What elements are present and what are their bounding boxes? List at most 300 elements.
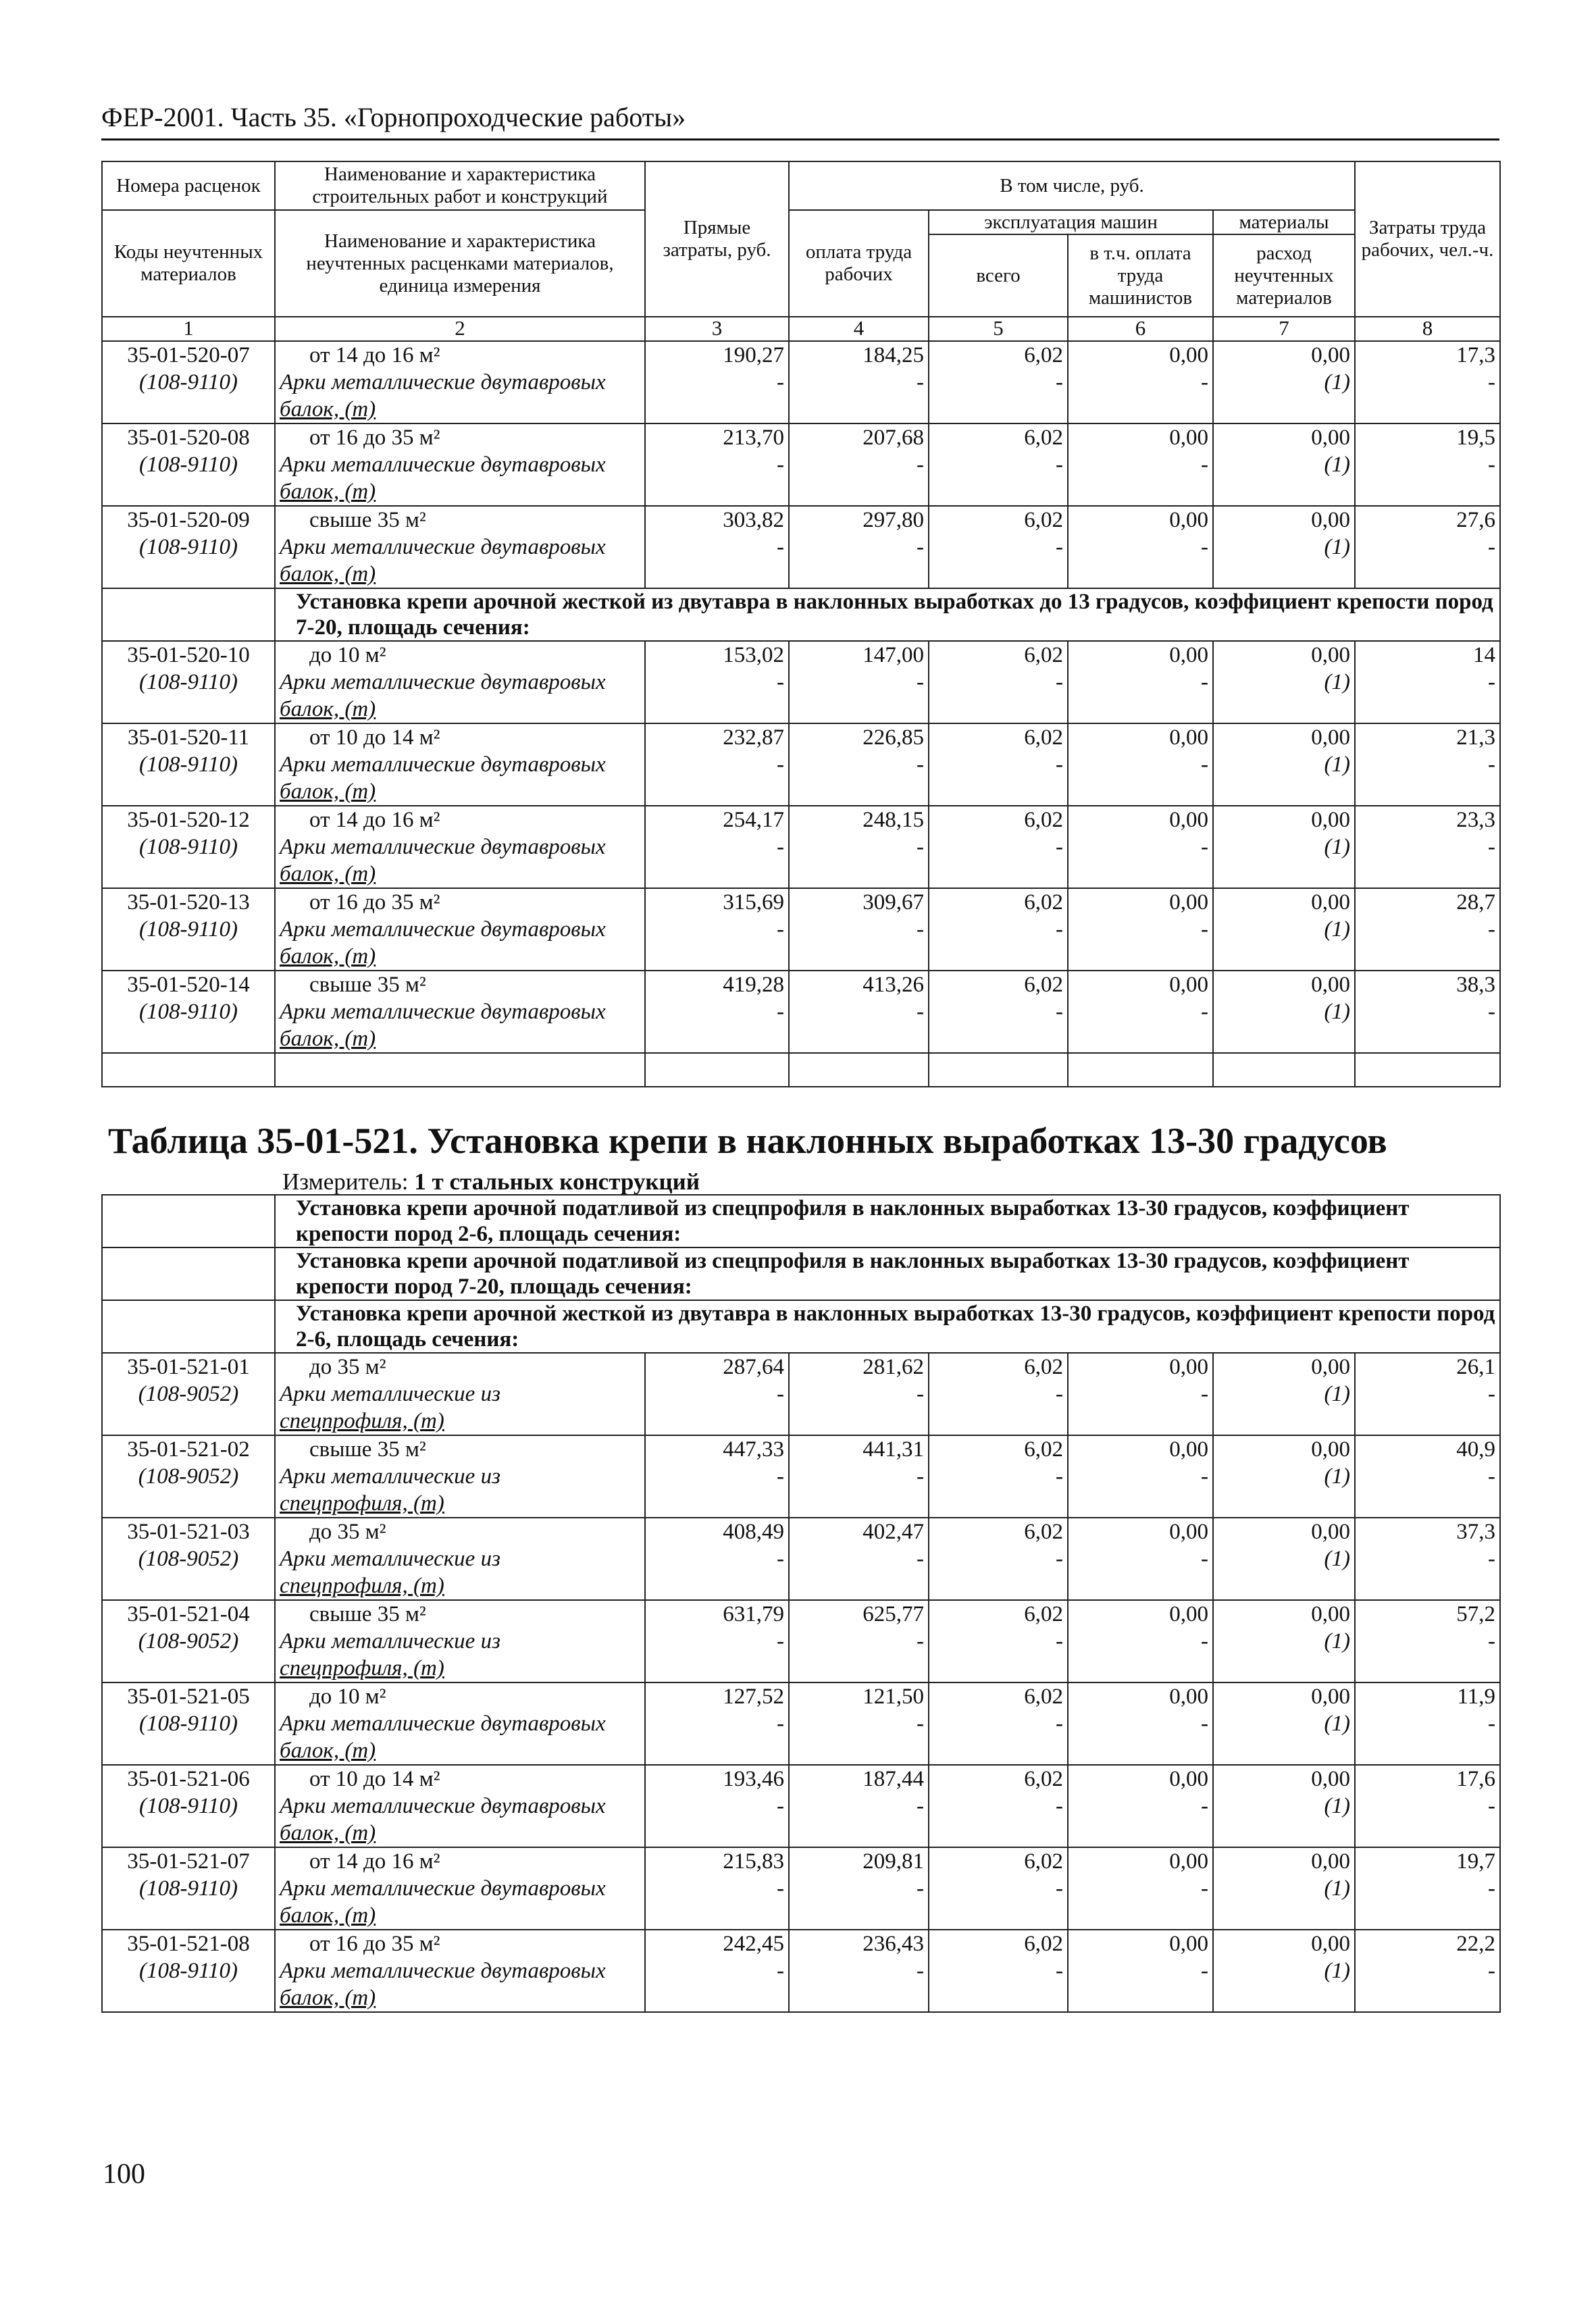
rate-code: 35-01-521-08 xyxy=(127,1932,250,1956)
table-row xyxy=(102,1765,1500,1793)
column-numbers-row xyxy=(102,317,1500,341)
machinist-wages: 0,00 xyxy=(1068,1847,1213,1875)
machinist-wages: 0,00 xyxy=(1068,341,1213,369)
rate-code-cell xyxy=(102,723,275,806)
section-title: Установка крепи арочной податливой из спецпрофиля в наклонных выработках 13-30 градусов, коэффициент крепости пород 7-20, площадь сечения: xyxy=(275,1248,1500,1300)
material-name-cont: балок, (т) xyxy=(275,561,645,588)
work-name-cell xyxy=(275,641,645,669)
rate-code-cell xyxy=(102,641,275,723)
direct-cost: 232,87 xyxy=(645,723,789,751)
material-name: Арки металлические двутавровых xyxy=(275,833,645,860)
machinist-wages: 0,00 xyxy=(1068,423,1213,451)
wages-dash: - xyxy=(789,916,929,971)
col-material-codes-header: Коды неучтенных материалов xyxy=(102,210,275,317)
work-name: до 35 м² xyxy=(309,1520,386,1544)
rate-code-cell xyxy=(102,1930,275,2012)
material-cost: 0,00 xyxy=(1213,971,1355,998)
labor-dash: - xyxy=(1355,751,1500,806)
machines-dash: - xyxy=(929,1957,1068,2012)
labor-cost: 23,3 xyxy=(1355,806,1500,833)
wages-dash: - xyxy=(789,1957,929,2012)
direct-cost: 419,28 xyxy=(645,971,789,998)
material-quantity: (1) xyxy=(1213,1545,1355,1600)
section-row xyxy=(102,1195,1500,1248)
work-name: от 14 до 16 м² xyxy=(309,1849,440,1874)
wages-dash: - xyxy=(789,534,929,588)
work-name-cell xyxy=(275,723,645,751)
wages: 147,00 xyxy=(789,641,929,669)
rate-code-cell xyxy=(102,1435,275,1518)
labor-dash: - xyxy=(1355,534,1500,588)
table-row xyxy=(102,888,1500,916)
wages: 207,68 xyxy=(789,423,929,451)
rate-code-cell xyxy=(102,506,275,588)
material-quantity: (1) xyxy=(1213,833,1355,888)
col-num: 5 xyxy=(929,317,1068,341)
empty-cell xyxy=(1213,1053,1355,1087)
col-material-name-header: Наименование и характеристика неучтенных расценками материалов, единица измерения xyxy=(275,210,645,317)
wages: 441,31 xyxy=(789,1435,929,1463)
section-spacer xyxy=(102,1300,275,1353)
wages-dash: - xyxy=(789,1463,929,1518)
section-spacer xyxy=(102,1248,275,1300)
wages-dash: - xyxy=(789,1545,929,1600)
col-work-name-header: Наименование и характеристика строительных работ и конструкций xyxy=(275,161,645,210)
machinist-wages: 0,00 xyxy=(1068,1518,1213,1545)
labor-dash: - xyxy=(1355,369,1500,423)
material-code: (108-9110) xyxy=(138,670,238,694)
direct-cost: 242,45 xyxy=(645,1930,789,1957)
machines-total: 6,02 xyxy=(929,723,1068,751)
labor-dash: - xyxy=(1355,998,1500,1053)
direct-dash: - xyxy=(645,1545,789,1600)
material-name: Арки металлические двутавровых xyxy=(275,669,645,696)
labor-dash: - xyxy=(1355,1875,1500,1930)
labor-dash: - xyxy=(1355,1628,1500,1682)
labor-cost: 38,3 xyxy=(1355,971,1500,998)
work-name-cell xyxy=(275,1600,645,1628)
material-quantity: (1) xyxy=(1213,998,1355,1053)
material-name: Арки металлические двутавровых xyxy=(275,751,645,778)
work-name: до 10 м² xyxy=(309,1685,386,1709)
rate-code-cell xyxy=(102,1353,275,1435)
machinist-wages: 0,00 xyxy=(1068,1682,1213,1710)
col-num: 7 xyxy=(1213,317,1355,341)
labor-dash: - xyxy=(1355,1793,1500,1847)
col-rate-number-header: Номера расценок xyxy=(102,161,275,210)
table-row-material xyxy=(102,1875,1500,1902)
work-name-cell xyxy=(275,1435,645,1463)
material-code: (108-9110) xyxy=(138,1794,238,1818)
col-num: 1 xyxy=(102,317,275,341)
machines-dash: - xyxy=(929,534,1068,588)
material-code: (108-9110) xyxy=(138,535,238,559)
section-row xyxy=(102,1248,1500,1300)
rate-code-cell xyxy=(102,341,275,423)
material-quantity: (1) xyxy=(1213,1463,1355,1518)
labor-cost: 11,9 xyxy=(1355,1682,1500,1710)
rate-code: 35-01-520-07 xyxy=(127,343,250,367)
rate-code-cell xyxy=(102,1682,275,1765)
table-row xyxy=(102,971,1500,998)
material-cost: 0,00 xyxy=(1213,1600,1355,1628)
machinist-wages: 0,00 xyxy=(1068,971,1213,998)
material-name: Арки металлические двутавровых xyxy=(275,1710,645,1737)
col-labor-header: Затраты труда рабочих, чел.-ч. xyxy=(1355,161,1500,317)
machines-total: 6,02 xyxy=(929,641,1068,669)
material-name: Арки металлические двутавровых xyxy=(275,534,645,561)
material-name-cont: балок, (т) xyxy=(275,1737,645,1765)
machines-total: 6,02 xyxy=(929,506,1068,534)
wages: 297,80 xyxy=(789,506,929,534)
empty-cell xyxy=(789,1053,929,1087)
rate-code: 35-01-520-08 xyxy=(127,426,250,450)
material-code: (108-9110) xyxy=(138,917,238,942)
machinist-wages: 0,00 xyxy=(1068,723,1213,751)
table-row-material xyxy=(102,998,1500,1025)
col-num: 8 xyxy=(1355,317,1500,341)
rates-table-520 xyxy=(101,161,1501,1087)
work-name-cell xyxy=(275,1847,645,1875)
rate-code: 35-01-520-09 xyxy=(127,508,250,532)
machines-dash: - xyxy=(929,1710,1068,1765)
wages-dash: - xyxy=(789,369,929,423)
work-name: от 14 до 16 м² xyxy=(309,343,440,367)
wages: 236,43 xyxy=(789,1930,929,1957)
machinist-dash: - xyxy=(1068,916,1213,971)
material-cost: 0,00 xyxy=(1213,423,1355,451)
work-name-cell xyxy=(275,1682,645,1710)
labor-cost: 21,3 xyxy=(1355,723,1500,751)
machines-dash: - xyxy=(929,1463,1068,1518)
machinist-wages: 0,00 xyxy=(1068,806,1213,833)
material-name: Арки металлические двутавровых xyxy=(275,451,645,478)
material-cost: 0,00 xyxy=(1213,1435,1355,1463)
direct-dash: - xyxy=(645,451,789,506)
table-row-material xyxy=(102,1628,1500,1655)
machinist-dash: - xyxy=(1068,1793,1213,1847)
empty-cell xyxy=(1355,1053,1500,1087)
work-name-cell xyxy=(275,971,645,998)
direct-cost: 631,79 xyxy=(645,1600,789,1628)
material-quantity: (1) xyxy=(1213,534,1355,588)
work-name: свыше 35 м² xyxy=(309,1437,426,1462)
machinist-wages: 0,00 xyxy=(1068,1930,1213,1957)
table-row xyxy=(102,341,1500,369)
machinist-wages: 0,00 xyxy=(1068,1435,1213,1463)
machines-total: 6,02 xyxy=(929,806,1068,833)
material-name-cont: балок, (т) xyxy=(275,860,645,888)
empty-cell xyxy=(929,1053,1068,1087)
work-name-cell xyxy=(275,506,645,534)
machinist-dash: - xyxy=(1068,998,1213,1053)
material-code: (108-9110) xyxy=(138,453,238,477)
rates-table-521 xyxy=(101,1194,1501,2013)
table-row-material xyxy=(102,1463,1500,1490)
labor-cost: 19,7 xyxy=(1355,1847,1500,1875)
wages: 209,81 xyxy=(789,1847,929,1875)
material-name-cont: спецпрофиля, (т) xyxy=(275,1572,645,1600)
material-name: Арки металлические двутавровых xyxy=(275,369,645,396)
material-cost: 0,00 xyxy=(1213,888,1355,916)
wages: 413,26 xyxy=(789,971,929,998)
material-quantity: (1) xyxy=(1213,1710,1355,1765)
rate-code: 35-01-520-13 xyxy=(127,890,250,915)
rate-code: 35-01-521-05 xyxy=(127,1685,250,1709)
direct-dash: - xyxy=(645,998,789,1053)
machinist-dash: - xyxy=(1068,751,1213,806)
table-row xyxy=(102,506,1500,534)
labor-dash: - xyxy=(1355,833,1500,888)
table-row-material xyxy=(102,1545,1500,1572)
direct-cost: 153,02 xyxy=(645,641,789,669)
material-code: (108-9052) xyxy=(138,1629,239,1653)
work-name: от 16 до 35 м² xyxy=(309,426,440,450)
labor-cost: 28,7 xyxy=(1355,888,1500,916)
machinist-wages: 0,00 xyxy=(1068,1353,1213,1381)
work-name: от 14 до 16 м² xyxy=(309,808,440,832)
wages-dash: - xyxy=(789,1381,929,1435)
direct-dash: - xyxy=(645,1875,789,1930)
rate-code: 35-01-521-07 xyxy=(127,1849,250,1874)
table-row xyxy=(102,1930,1500,1957)
col-direct-costs-header: Прямые затраты, руб. xyxy=(645,161,789,317)
wages-dash: - xyxy=(789,833,929,888)
table-row xyxy=(102,1435,1500,1463)
machines-dash: - xyxy=(929,998,1068,1053)
table-row-material xyxy=(102,916,1500,943)
wages: 625,77 xyxy=(789,1600,929,1628)
col-wages-header: оплата труда рабочих xyxy=(789,210,929,317)
col-num: 2 xyxy=(275,317,645,341)
rate-code-cell xyxy=(102,1847,275,1930)
labor-cost: 40,9 xyxy=(1355,1435,1500,1463)
machinist-dash: - xyxy=(1068,1710,1213,1765)
direct-cost: 127,52 xyxy=(645,1682,789,1710)
wages-dash: - xyxy=(789,998,929,1053)
machines-dash: - xyxy=(929,1545,1068,1600)
direct-cost: 215,83 xyxy=(645,1847,789,1875)
machinist-dash: - xyxy=(1068,1875,1213,1930)
direct-cost: 254,17 xyxy=(645,806,789,833)
col-machinist-wages-header: в т.ч. оплата труда машинистов xyxy=(1068,234,1213,317)
section-title: Установка крепи арочной податливой из спецпрофиля в наклонных выработках 13-30 градусов, коэффициент крепости пород 2-6, площадь сечения: xyxy=(275,1195,1500,1248)
wages: 402,47 xyxy=(789,1518,929,1545)
direct-dash: - xyxy=(645,1957,789,2012)
labor-dash: - xyxy=(1355,669,1500,723)
direct-dash: - xyxy=(645,1628,789,1682)
rate-code: 35-01-521-03 xyxy=(127,1520,250,1544)
labor-dash: - xyxy=(1355,916,1500,971)
machines-dash: - xyxy=(929,1875,1068,1930)
wages-dash: - xyxy=(789,1793,929,1847)
material-quantity: (1) xyxy=(1213,669,1355,723)
wages-dash: - xyxy=(789,1710,929,1765)
material-name: Арки металлические из xyxy=(275,1463,645,1490)
material-code: (108-9110) xyxy=(138,370,238,394)
meter-value: 1 т стальных конструкций xyxy=(414,1168,700,1195)
material-name: Арки металлические двутавровых xyxy=(275,1875,645,1902)
material-cost: 0,00 xyxy=(1213,341,1355,369)
rate-code-cell xyxy=(102,423,275,506)
rate-code-cell xyxy=(102,971,275,1053)
table-end-row xyxy=(102,1053,1500,1087)
material-code: (108-9052) xyxy=(138,1464,239,1489)
col-num: 4 xyxy=(789,317,929,341)
material-code: (108-9110) xyxy=(138,1959,238,1983)
wages: 248,15 xyxy=(789,806,929,833)
section-spacer xyxy=(102,588,275,641)
direct-dash: - xyxy=(645,1381,789,1435)
wages: 309,67 xyxy=(789,888,929,916)
labor-cost: 37,3 xyxy=(1355,1518,1500,1545)
work-name: свыше 35 м² xyxy=(309,508,426,532)
empty-cell xyxy=(102,1053,275,1087)
machines-total: 6,02 xyxy=(929,341,1068,369)
material-cost: 0,00 xyxy=(1213,1847,1355,1875)
machinist-dash: - xyxy=(1068,1957,1213,2012)
work-name-cell xyxy=(275,1930,645,1957)
material-cost: 0,00 xyxy=(1213,1353,1355,1381)
table-row xyxy=(102,1518,1500,1545)
section-spacer xyxy=(102,1195,275,1248)
machinist-dash: - xyxy=(1068,1628,1213,1682)
material-quantity: (1) xyxy=(1213,451,1355,506)
rate-code: 35-01-521-02 xyxy=(127,1437,250,1462)
wages: 281,62 xyxy=(789,1353,929,1381)
direct-cost: 315,69 xyxy=(645,888,789,916)
machinist-wages: 0,00 xyxy=(1068,641,1213,669)
machines-dash: - xyxy=(929,751,1068,806)
work-name-cell xyxy=(275,1353,645,1381)
col-including-header: В том числе, руб. xyxy=(789,161,1355,210)
rate-code-cell xyxy=(102,1518,275,1600)
material-code: (108-9110) xyxy=(138,1712,238,1736)
material-code: (108-9110) xyxy=(138,1000,238,1024)
work-name: от 10 до 14 м² xyxy=(309,1767,440,1791)
material-cost: 0,00 xyxy=(1213,1518,1355,1545)
meter-label: Измеритель: xyxy=(282,1168,409,1195)
labor-cost: 26,1 xyxy=(1355,1353,1500,1381)
material-name: Арки металлические из xyxy=(275,1628,645,1655)
section-row xyxy=(102,588,1500,641)
material-code: (108-9110) xyxy=(138,1876,238,1901)
machinist-dash: - xyxy=(1068,669,1213,723)
direct-dash: - xyxy=(645,1710,789,1765)
wages-dash: - xyxy=(789,451,929,506)
direct-dash: - xyxy=(645,669,789,723)
machines-total: 6,02 xyxy=(929,971,1068,998)
col-material-use-header: расход неучтенных материалов xyxy=(1213,234,1355,317)
machines-total: 6,02 xyxy=(929,1765,1068,1793)
machines-dash: - xyxy=(929,916,1068,971)
direct-cost: 447,33 xyxy=(645,1435,789,1463)
material-name-cont: спецпрофиля, (т) xyxy=(275,1490,645,1518)
material-name-cont: балок, (т) xyxy=(275,1820,645,1847)
section-row xyxy=(102,1300,1500,1353)
work-name: от 16 до 35 м² xyxy=(309,1932,440,1956)
wages-dash: - xyxy=(789,1875,929,1930)
direct-dash: - xyxy=(645,534,789,588)
table-row-material xyxy=(102,1793,1500,1820)
work-name: свыше 35 м² xyxy=(309,973,426,997)
machines-total: 6,02 xyxy=(929,1682,1068,1710)
work-name: до 35 м² xyxy=(309,1355,386,1379)
machines-dash: - xyxy=(929,1793,1068,1847)
labor-cost: 19,5 xyxy=(1355,423,1500,451)
labor-cost: 17,3 xyxy=(1355,341,1500,369)
labor-cost: 17,6 xyxy=(1355,1765,1500,1793)
direct-dash: - xyxy=(645,369,789,423)
machinist-wages: 0,00 xyxy=(1068,506,1213,534)
page-number: 100 xyxy=(103,2159,145,2190)
machines-total: 6,02 xyxy=(929,1847,1068,1875)
wages: 184,25 xyxy=(789,341,929,369)
machines-dash: - xyxy=(929,833,1068,888)
labor-cost: 27,6 xyxy=(1355,506,1500,534)
labor-cost: 57,2 xyxy=(1355,1600,1500,1628)
material-name: Арки металлические двутавровых xyxy=(275,998,645,1025)
wages-dash: - xyxy=(789,669,929,723)
material-quantity: (1) xyxy=(1213,751,1355,806)
material-name-cont: балок, (т) xyxy=(275,396,645,423)
machines-total: 6,02 xyxy=(929,1435,1068,1463)
machinist-dash: - xyxy=(1068,369,1213,423)
material-name: Арки металлические из xyxy=(275,1545,645,1572)
rate-code: 35-01-521-04 xyxy=(127,1602,250,1626)
table-row-material xyxy=(102,751,1500,778)
wages-dash: - xyxy=(789,1628,929,1682)
work-name-cell xyxy=(275,1765,645,1793)
material-quantity: (1) xyxy=(1213,1793,1355,1847)
material-cost: 0,00 xyxy=(1213,806,1355,833)
wages: 226,85 xyxy=(789,723,929,751)
direct-cost: 213,70 xyxy=(645,423,789,451)
material-quantity: (1) xyxy=(1213,1381,1355,1435)
table-row-material xyxy=(102,1957,1500,1984)
machines-total: 6,02 xyxy=(929,423,1068,451)
table-row xyxy=(102,1600,1500,1628)
machines-dash: - xyxy=(929,1628,1068,1682)
machines-total: 6,02 xyxy=(929,1353,1068,1381)
material-name: Арки металлические двутавровых xyxy=(275,1793,645,1820)
material-name-cont: спецпрофиля, (т) xyxy=(275,1655,645,1682)
material-cost: 0,00 xyxy=(1213,1765,1355,1793)
rate-code: 35-01-520-11 xyxy=(127,725,250,750)
labor-dash: - xyxy=(1355,1463,1500,1518)
table-row xyxy=(102,806,1500,833)
machinist-dash: - xyxy=(1068,1545,1213,1600)
rate-code: 35-01-520-10 xyxy=(127,643,250,667)
machines-dash: - xyxy=(929,669,1068,723)
machinist-wages: 0,00 xyxy=(1068,1765,1213,1793)
section-title: Установка крепи арочной жесткой из двутавра в наклонных выработках до 13 градусов, коэффициент крепости пород 7-20, площадь сечения: xyxy=(275,588,1500,641)
work-name-cell xyxy=(275,806,645,833)
empty-cell xyxy=(1068,1053,1213,1087)
wages: 187,44 xyxy=(789,1765,929,1793)
empty-cell xyxy=(275,1053,645,1087)
machines-dash: - xyxy=(929,451,1068,506)
table-row xyxy=(102,723,1500,751)
material-name: Арки металлические двутавровых xyxy=(275,916,645,943)
material-cost: 0,00 xyxy=(1213,506,1355,534)
labor-cost: 22,2 xyxy=(1355,1930,1500,1957)
material-cost: 0,00 xyxy=(1213,641,1355,669)
machinist-dash: - xyxy=(1068,833,1213,888)
machinist-dash: - xyxy=(1068,1381,1213,1435)
table-row-material xyxy=(102,369,1500,396)
material-name: Арки металлические из xyxy=(275,1381,645,1408)
